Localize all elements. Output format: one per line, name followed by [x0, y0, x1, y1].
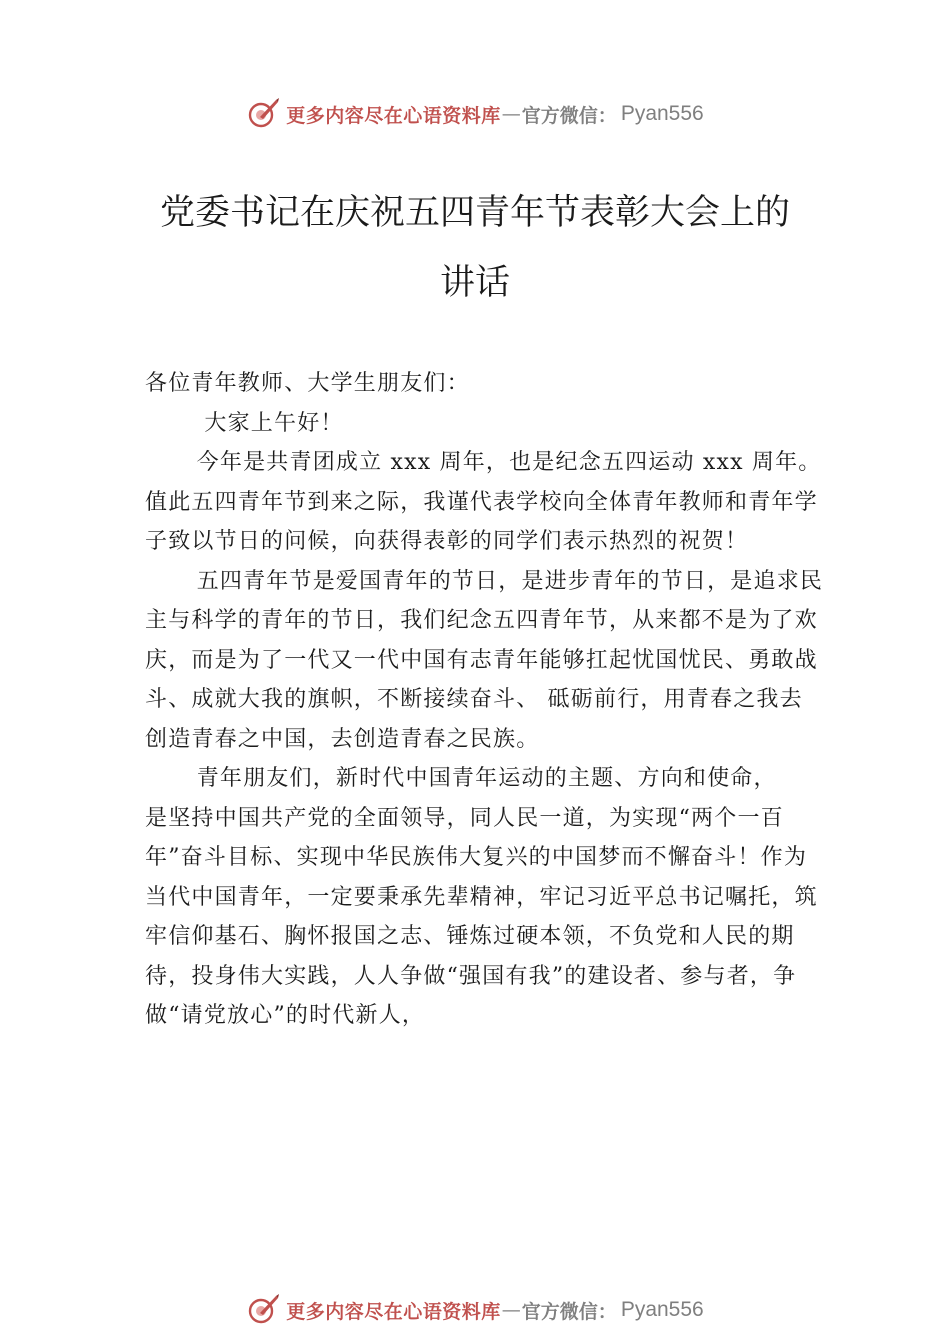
salutation: 各位青年教师、大学生朋友们：	[145, 371, 470, 396]
paragraph: 是坚持中国共产党的全面领导，同人民一道，为实现“两个一百年”奋斗目标、实现中华民族伟大复兴的中国梦而不懈奋斗！作为当代中国青年，一定要秉承先辈精神，牢记习近平总书记嘱托，筑牢信仰基石、胸怀报国之志、锤炼过硬本领，不负党和人民的期待，投身伟大实践，人人争做“强国有我”的建设者、参与者，争做“请党放心”的时代新人，	[145, 805, 818, 1028]
paragraph: 青年朋友们，新时代中国青年运动的主题、方向和使命，	[196, 766, 777, 791]
banner-dash: —	[501, 103, 521, 125]
title-line-2: 讲话	[439, 263, 510, 303]
paragraph: 五四青年节是爱国青年的节日，是进步青年的节日，是追求民主与科学的青年的节日，我们纪念五四青年节，从来都不是为了欢庆，而是为了一代又一代中国有志青年能够扛起忧国忧民、勇敢战斗、成就大我的旗帜，不断接续奋斗、 砥砺前行，用青春之我去创造青春之中国，去创造青春之民族。	[145, 568, 824, 752]
header-watermark-banner	[0, 94, 950, 134]
speech-body	[145, 364, 825, 1036]
banner-wechat-label: 官方微信：	[521, 1300, 617, 1323]
quill-logo-icon	[246, 1293, 280, 1327]
title-line-1: 党委书记在庆祝五四青年节表彰大会上的	[159, 193, 790, 233]
footer-watermark-banner	[0, 1290, 950, 1330]
banner-dash: —	[501, 1299, 521, 1321]
paragraph: 今年是共青团成立 xxx 周年，也是纪念五四运动 xxx 周年。值此五四青年节到来之际，我谨代表学校向全体青年教师和青年学子致以节日的问候，向获得表彰的同学们表示热烈的祝贺！	[145, 450, 822, 554]
document-title	[120, 178, 830, 318]
banner-brand-text: 更多内容尽在心语资料库	[286, 1300, 501, 1323]
quill-logo-icon	[246, 97, 280, 131]
banner-account-id: Pyan556	[620, 1298, 704, 1321]
banner-wechat-label: 官方微信：	[521, 104, 617, 127]
banner-account-id: Pyan556	[620, 102, 704, 125]
greeting: 大家上午好！	[204, 410, 344, 436]
banner-brand-text: 更多内容尽在心语资料库	[286, 104, 501, 127]
